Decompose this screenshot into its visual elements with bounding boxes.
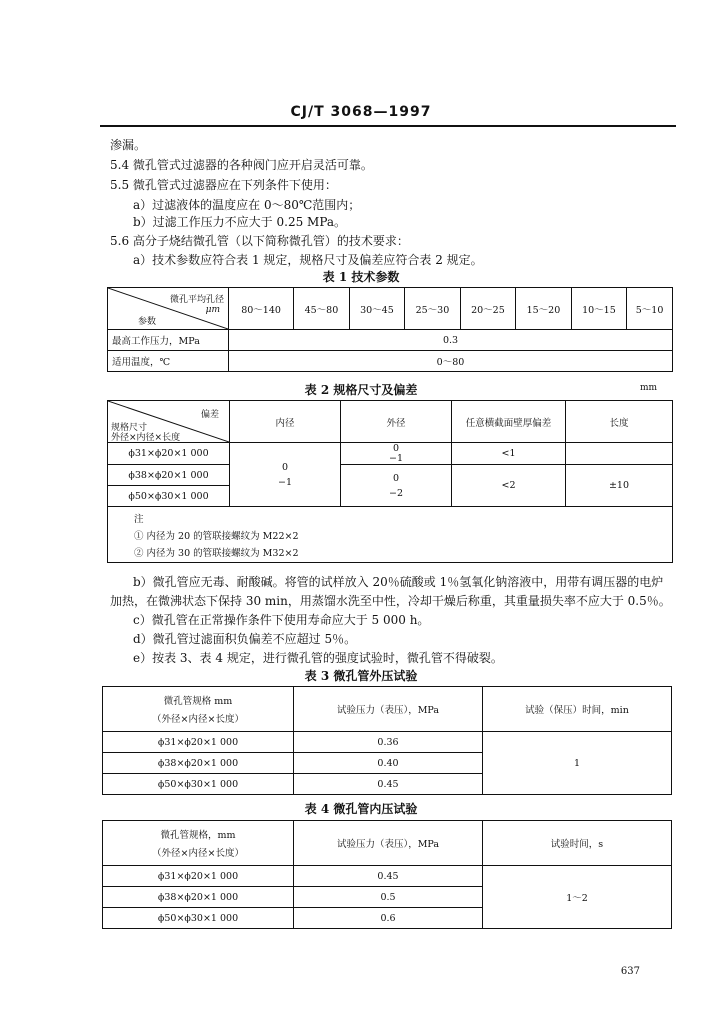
table3-head-spec (103, 687, 294, 732)
table2-note-title: 注 (134, 514, 144, 525)
table4-head-spec-b: （外径×内径×长度） (152, 848, 244, 859)
table1-corner-bottom: 参数 (138, 317, 157, 327)
table1-col: 10～15 (571, 288, 627, 330)
page-number: 637 (620, 966, 640, 977)
document-code: CJ/T 3068—1997 (290, 104, 432, 120)
table3-caption: 表 3 微孔管外压试验 (304, 669, 418, 683)
table2-wall-dev1: <1 (452, 443, 566, 465)
paragraph-5-5-b: b）过滤工作压力不应大于 0.25 MPa。 (133, 215, 347, 229)
paragraph-5-5: 5.5 微孔管式过滤器应在下列条件下使用： (110, 178, 337, 192)
table4-head-spec (103, 821, 294, 866)
table1-col: 15～20 (516, 288, 572, 330)
table2-outer-dev2-lower: −2 (388, 487, 403, 499)
table2-col-inner: 内径 (230, 401, 341, 443)
paragraph-5-6-b-1: b）微孔管应无毒、耐酸碱。将管的试样放入 20％硫酸或 1％氢氧化钠溶液中，用带有调压器的电炉 (133, 575, 664, 589)
table4-spec: ϕ38×ϕ20×1 000 (103, 887, 294, 908)
table2-length-dev: ±10 (566, 465, 673, 507)
table4 (102, 820, 672, 929)
paragraph-5-6-c: c）微孔管在正常操作条件下使用寿命应大于 5 000 h。 (133, 613, 430, 627)
table2-corner-top: 偏差 (200, 410, 219, 420)
table2-outer-dev1-lower: −1 (388, 452, 403, 464)
table2-caption: 表 2 规格尺寸及偏差 (304, 383, 418, 397)
table1-corner-unit: μm (205, 305, 220, 315)
table3-pressure: 0.36 (294, 732, 483, 753)
table1-col: 45～80 (294, 288, 350, 330)
table3-head-spec-b: （外径×内径×长度） (152, 714, 244, 725)
table2-unit: mm (640, 383, 658, 393)
table1-row-label: 适用温度，℃ (108, 351, 229, 372)
table2-inner-dev-lower: −1 (277, 476, 292, 488)
table2-outer-dev2-upper: 0 (392, 472, 400, 484)
table2-corner (108, 401, 230, 443)
paragraph-5-6: 5.6 高分子烧结微孔管（以下简称微孔管）的技术要求： (110, 234, 409, 248)
table3-spec: ϕ31×ϕ20×1 000 (103, 732, 294, 753)
table4-time: 1～2 (483, 866, 672, 929)
table3 (102, 686, 672, 795)
table4-head-pressure: 试验压力（表压），MPa (294, 821, 483, 866)
table4-pressure: 0.45 (294, 866, 483, 887)
table2-spec: ϕ38×ϕ20×1 000 (108, 465, 230, 486)
table1-row-label: 最高工作压力，MPa (108, 330, 229, 351)
paragraph-5-5-a: a）过滤液体的温度应在 0～80℃范围内； (133, 198, 361, 212)
table2 (107, 400, 673, 563)
table4-pressure: 0.6 (294, 908, 483, 929)
table4-pressure: 0.5 (294, 887, 483, 908)
table4-head-spec-a: 微孔管规格，mm (160, 830, 236, 841)
table1-row-value: 0～80 (229, 351, 673, 372)
table3-time: 1 (483, 732, 672, 795)
table2-col-wall: 任意横截面壁厚偏差 (452, 401, 566, 443)
table4-caption: 表 4 微孔管内压试验 (304, 802, 418, 816)
table2-col-length: 长度 (566, 401, 673, 443)
table4-head-time: 试验时间，s (483, 821, 672, 866)
table2-wall-dev2: <2 (452, 465, 566, 507)
table3-head-pressure: 试验压力（表压），MPa (294, 687, 483, 732)
table3-pressure: 0.45 (294, 774, 483, 795)
paragraph-5-4: 5.4 微孔管式过滤器的各种阀门应开启灵活可靠。 (110, 158, 373, 172)
table2-outer-dev2 (341, 465, 452, 507)
table2-notes (108, 507, 673, 563)
header-rule (100, 125, 676, 127)
table3-spec: ϕ50×ϕ30×1 000 (103, 774, 294, 795)
table2-note-2: ② 内径为 30 的管联接螺纹为 M32×2 (134, 548, 299, 559)
table2-inner-dev (230, 443, 341, 507)
paragraph-5-6-b-2: 加热，在微沸状态下保持 30 min，用蒸馏水洗至中性，冷却干燥后称重，其重量损失率不应大于 0.5％。 (110, 594, 671, 608)
table1-corner-top: 微孔平均孔径 (169, 295, 224, 305)
table2-length-empty (566, 443, 673, 465)
table1-row-value: 0.3 (229, 330, 673, 351)
table2-spec: ϕ31×ϕ20×1 000 (108, 443, 230, 465)
table2-corner-bottom1: 规格尺寸 (111, 423, 148, 433)
table2-note-1: ① 内径为 20 的管联接螺纹为 M22×2 (134, 531, 299, 542)
paragraph-5-6-d: d）微孔管过滤面积负偏差不应超过 5％。 (133, 632, 357, 646)
table1 (107, 287, 673, 372)
table4-spec: ϕ50×ϕ30×1 000 (103, 908, 294, 929)
table1-corner (108, 288, 229, 330)
table1-caption: 表 1 技术参数 (322, 270, 400, 284)
table3-spec: ϕ38×ϕ20×1 000 (103, 753, 294, 774)
table1-col: 5～10 (627, 288, 673, 330)
table2-outer-dev1 (341, 443, 452, 465)
table2-outer-dev1-upper: 0 (392, 442, 400, 454)
table1-col: 20～25 (460, 288, 516, 330)
paragraph-5-6-a: a）技术参数应符合表 1 规定，规格尺寸及偏差应符合表 2 规定。 (133, 253, 483, 267)
table4-spec: ϕ31×ϕ20×1 000 (103, 866, 294, 887)
table3-head-time: 试验（保压）时间，min (483, 687, 672, 732)
table1-col: 80～140 (229, 288, 294, 330)
paragraph-5-6-e: e）按表 3、表 4 规定，进行微孔管的强度试验时，微孔管不得破裂。 (133, 651, 503, 665)
table3-pressure: 0.40 (294, 753, 483, 774)
table3-head-spec-a: 微孔管规格 mm (163, 696, 233, 707)
table1-col: 30～45 (349, 288, 405, 330)
table1-col: 25～30 (405, 288, 461, 330)
table2-col-outer: 外径 (341, 401, 452, 443)
table2-corner-bottom2: 外径×内径×长度 (111, 433, 181, 443)
table2-spec: ϕ50×ϕ30×1 000 (108, 486, 230, 507)
paragraph-leak: 渗漏。 (110, 138, 147, 152)
table2-inner-dev-upper: 0 (281, 461, 289, 473)
